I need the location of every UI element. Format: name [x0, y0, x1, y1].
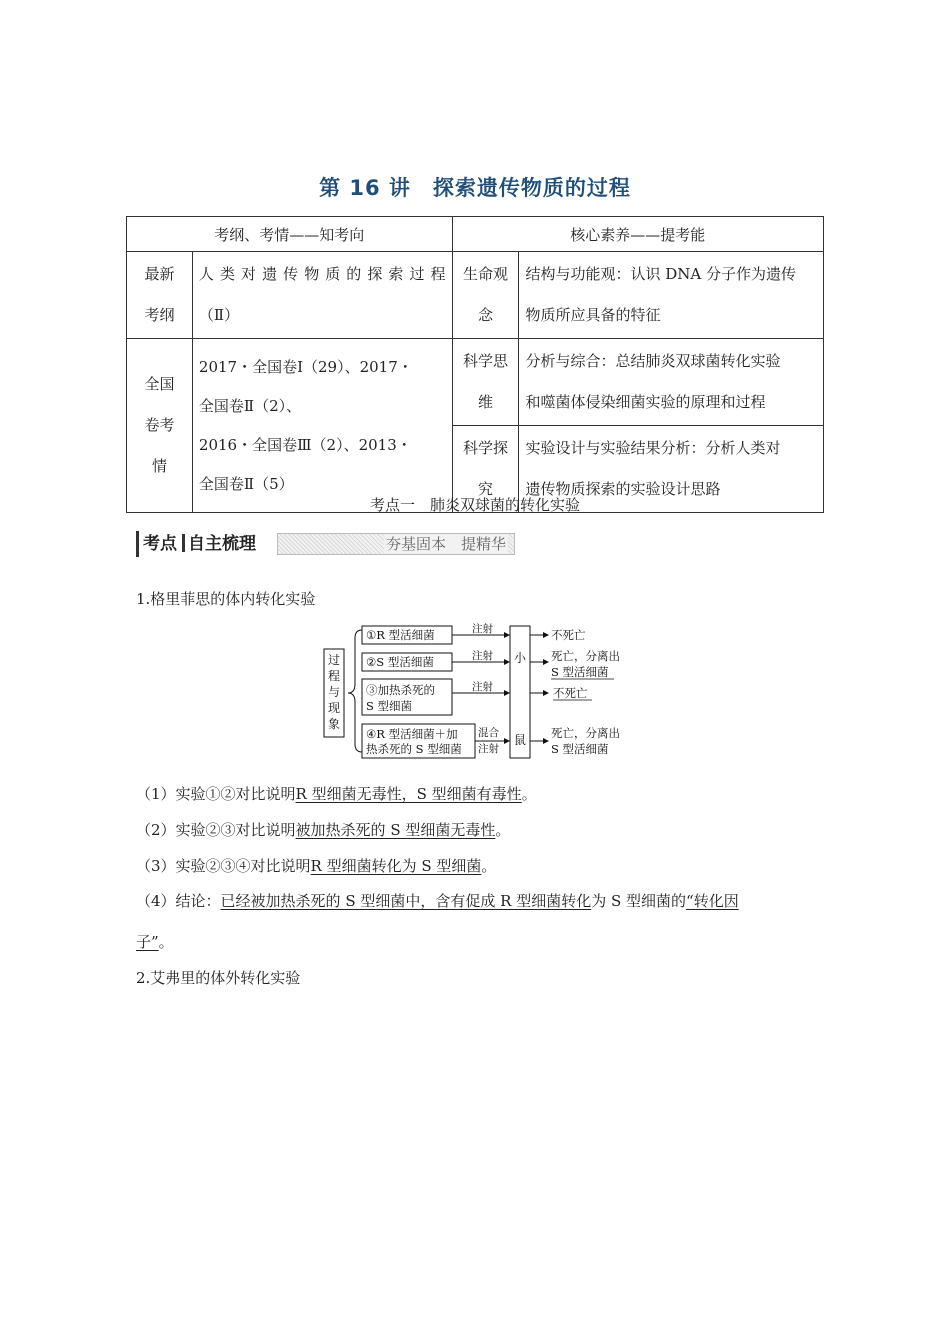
- item-4-answer-2-cont: 子”: [136, 933, 159, 951]
- side-label-1: 过: [327, 653, 341, 667]
- side-label-3: 与: [327, 685, 341, 699]
- experiment-box-2-label: ②S 型活细菌: [366, 655, 434, 669]
- inject-label-4: 注射: [478, 743, 499, 755]
- syllabus-content: 人类对遗传物质的探索过程 （Ⅱ）: [192, 252, 452, 339]
- mouse-label-a: 小: [513, 651, 527, 665]
- literacy-label-inquiry: 科学探 究: [452, 426, 519, 513]
- literacy-desc-thinking: 分析与综合：总结肺炎双球菌转化实验 和噬菌体侵染细菌实验的原理和过程: [519, 339, 824, 426]
- literacy-label-life: 生命观 念: [452, 252, 519, 339]
- row-label-syllabus: 最新 考纲: [127, 252, 193, 339]
- literacy-label-thinking: 科学思 维: [452, 339, 519, 426]
- item-2: （2）实验②③对比说明被加热杀死的 S 型细菌无毒性。: [136, 821, 511, 839]
- literacy-desc-life: 结构与功能观：认识 DNA 分子作为遗传 物质所应具备的特征: [519, 252, 824, 339]
- inject-label-3: 注射: [472, 681, 493, 693]
- lesson-title: 第 16 讲 探索遗传物质的过程: [319, 176, 631, 200]
- experiment-box-4-label-b: 热杀死的 S 型细菌: [366, 742, 462, 756]
- heading-avery: 2.艾弗里的体外转化实验: [136, 969, 301, 987]
- inject-label-1: 注射: [472, 623, 493, 635]
- mouse-label-b: 鼠: [513, 733, 527, 747]
- banner-bar: [277, 533, 515, 555]
- section-title: 考点一 肺炎双球菌的转化实验: [369, 496, 580, 514]
- experiment-box-3-label-a: ③加热杀死的: [366, 683, 435, 697]
- literacy-desc-inquiry: 实验设计与实验结果分析：分析人类对 遗传物质探索的实验设计思路: [519, 426, 824, 513]
- experiment-box-1-label: ①R 型活细菌: [366, 628, 435, 642]
- banner-tag: 夯基固本 提精华: [385, 535, 506, 553]
- item-3-answer: R 型细菌转化为 S 型细菌: [310, 857, 482, 875]
- exam-history: 2017・全国卷Ⅰ（29）、2017・ 全国卷Ⅱ（2）、 2016・全国卷Ⅲ（2）、2013・ 全国卷Ⅱ（5）: [192, 339, 452, 513]
- section-banner: [136, 531, 516, 557]
- heading-griffith: 1.格里菲思的体内转化实验: [136, 590, 316, 608]
- row-label-exam: 全国 卷考 情: [127, 339, 193, 513]
- item-2-answer: 被加热杀死的 S 型细菌无毒性: [295, 821, 496, 839]
- result-2-a: 死亡，分离出: [551, 649, 620, 663]
- item-4-cont: 子”。: [136, 933, 174, 951]
- mix-label: 混合: [478, 727, 499, 739]
- table-header-right: 核心素养——提考能: [452, 217, 823, 252]
- inject-label-2: 注射: [472, 650, 493, 662]
- syllabus-table: [126, 216, 824, 513]
- result-3: 不死亡: [553, 686, 588, 700]
- item-3: （3）实验②③④对比说明R 型细菌转化为 S 型细菌。: [136, 857, 497, 875]
- brace: [348, 630, 362, 752]
- side-label-2: 程: [327, 669, 341, 683]
- result-2-b: S 型活细菌: [551, 665, 609, 679]
- item-4-answer-2: “转化因: [686, 892, 739, 910]
- result-4-a: 死亡，分离出: [551, 726, 620, 740]
- side-label-5: 象: [327, 717, 341, 731]
- banner-label: 考点 自主梳理: [136, 531, 258, 557]
- griffith-diagram: [322, 622, 652, 762]
- side-label-4: 现: [327, 701, 341, 715]
- result-1: 不死亡: [551, 628, 586, 642]
- experiment-box-4-label-a: ④R 型活细菌＋加: [366, 727, 458, 741]
- item-4: （4）结论：已经被加热杀死的 S 型细菌中，含有促成 R 型细菌转化为 S 型细菌的“转化因: [136, 892, 739, 910]
- experiment-box-3-label-b: S 型细菌: [366, 699, 413, 713]
- result-4-b: S 型活细菌: [551, 742, 609, 756]
- item-4-answer-1: 已经被加热杀死的 S 型细菌中，含有促成 R 型细菌转化: [220, 892, 592, 910]
- item-1-answer: R 型细菌无毒性，S 型细菌有毒性: [295, 785, 522, 803]
- item-1: （1）实验①②对比说明R 型细菌无毒性，S 型细菌有毒性。: [136, 785, 537, 803]
- table-header-left: 考纲、考情——知考向: [127, 217, 453, 252]
